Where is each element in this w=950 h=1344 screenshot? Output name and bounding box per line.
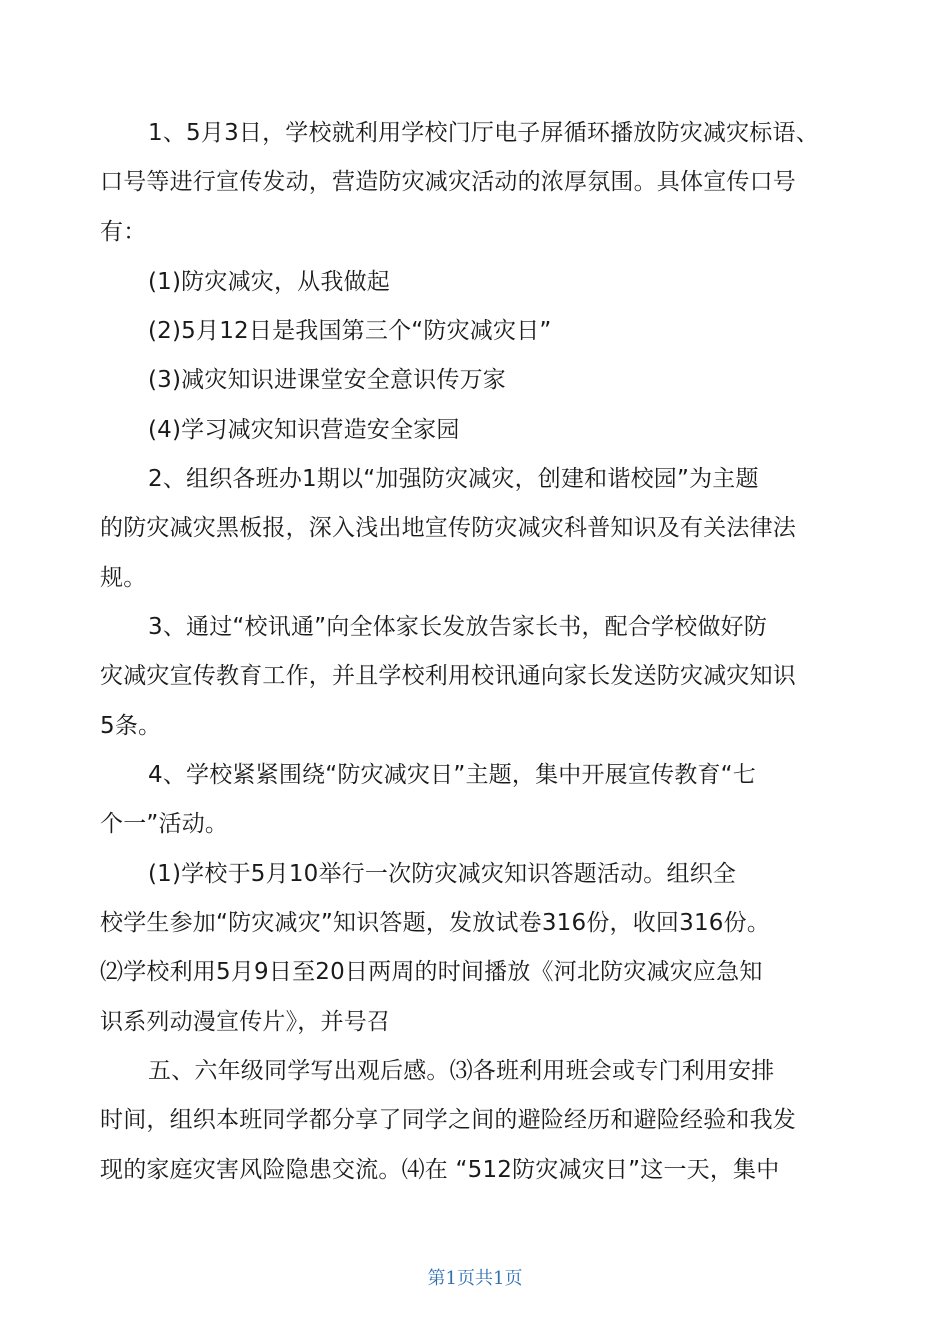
- text-line-9: 的防灾减灾黑板报，深入浅出地宣传防灾减灾科普知识及有关法律法: [100, 515, 796, 541]
- text-line-1: 1、5月3日，学校就利用学校门厅电子屏循环播放防灾减灾标语、: [148, 120, 819, 146]
- text-line-22: 现的家庭灾害风险隐患交流。⑷在 “512防灾减灾日”这一天，集中: [100, 1157, 780, 1183]
- text-line-17: 校学生参加“防灾减灾”知识答题，发放试卷316份，收回316份。: [100, 910, 771, 936]
- text-line-15: 个一”活动。: [100, 811, 229, 837]
- text-line-12: 灾减灾宣传教育工作，并且学校利用校讯通向家长发送防灾减灾知识: [100, 663, 796, 689]
- text-line-11: 3、通过“校讯通”向全体家长发放告家长书，配合学校做好防: [148, 614, 768, 640]
- text-line-13: 5条。: [100, 713, 162, 739]
- text-line-20: 五、六年级同学写出观后感。⑶各班利用班会或专门利用安排: [148, 1058, 775, 1084]
- text-line-19: 识系列动漫宣传片》，并号召: [100, 1009, 391, 1035]
- text-line-5: (2)5月12日是我国第三个“防灾减灾日”: [148, 318, 552, 344]
- text-line-16: (1)学校于5月10举行一次防灾减灾知识答题活动。组织全: [148, 861, 737, 887]
- text-line-21: 时间，组织本班同学都分享了同学之间的避险经历和避险经验和我发: [100, 1107, 796, 1133]
- text-line-6: (3)减灾知识进课堂安全意识传万家: [148, 367, 506, 393]
- text-line-14: 4、学校紧紧围绕“防灾减灾日”主题，集中开展宣传教育“七: [148, 762, 756, 788]
- text-line-4: (1)防灾减灾，从我做起: [148, 269, 390, 295]
- text-line-3: 有：: [100, 219, 147, 245]
- text-line-8: 2、组织各班办1期以“加强防灾减灾，创建和谐校园”为主题: [148, 466, 759, 492]
- text-line-10: 规。: [100, 565, 147, 591]
- text-line-18: ⑵学校利用5月9日至20日两周的时间播放《河北防灾减灾应急知: [100, 959, 763, 985]
- page-number-label: 第1页共1页: [427, 1268, 523, 1289]
- text-line-7: (4)学习减灾知识营造安全家园: [148, 417, 460, 443]
- page-footer: [0, 1264, 950, 1290]
- text-line-2: 口号等进行宣传发动，营造防灾减灾活动的浓厚氛围。具体宣传口号: [100, 169, 796, 195]
